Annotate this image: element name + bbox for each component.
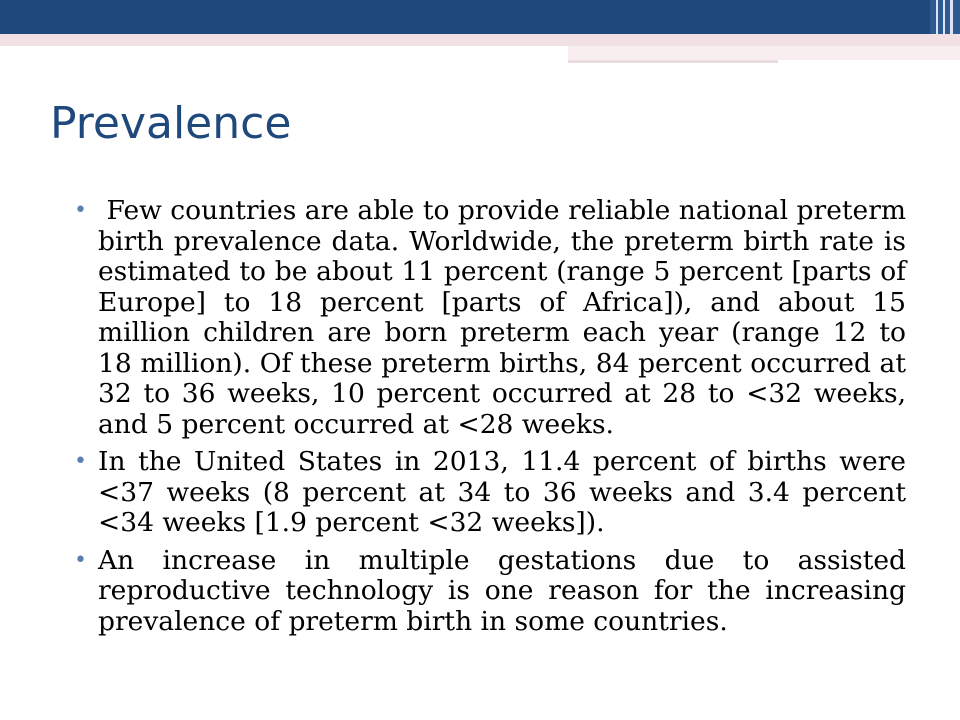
bullet-text: An increase in multiple gestations due to assisted reproductive technology is one reason for the increasing prevalence of preterm birth in some countries. bbox=[98, 544, 906, 637]
bullet-item bbox=[74, 447, 906, 539]
header-stripe bbox=[936, 0, 938, 34]
header-accent-tab bbox=[568, 46, 960, 60]
bullet-text: Few countries are able to provide reliable national preterm birth prevalence data. Worldwide, the preterm birth rate is estimated to be about 11 percent (range 5 percent [parts of Europe] to 18 percent [parts of Africa]), and about 15 million children are born preterm each year (range 12 to 18 million). Of these preterm births, 84 percent occurred at 32 to 36 weeks, 10 percent occurred at 28 to <32 weeks, and 5 percent occurred at <28 weeks. bbox=[98, 195, 915, 440]
bullet-icon: • bbox=[74, 547, 87, 573]
slide-title: Prevalence bbox=[50, 98, 292, 149]
bullet-text: In the United States in 2013, 11.4 percent of births were <37 weeks (8 percent at 34 to 36 weeks and 3.4 percent <34 weeks [1.9 percent <32 weeks]). bbox=[98, 446, 906, 538]
header-bar bbox=[0, 0, 930, 34]
header-stripe bbox=[943, 0, 945, 34]
header-accent-line bbox=[568, 60, 778, 63]
bullet-icon: • bbox=[74, 449, 87, 474]
bullet-item bbox=[74, 195, 915, 440]
bullet-icon: • bbox=[74, 198, 87, 223]
bullet-item bbox=[74, 546, 906, 638]
header-stripe bbox=[950, 0, 953, 34]
header-bar-stripes bbox=[930, 0, 960, 34]
header-accent-band bbox=[0, 34, 960, 46]
bullet-list bbox=[74, 195, 915, 644]
